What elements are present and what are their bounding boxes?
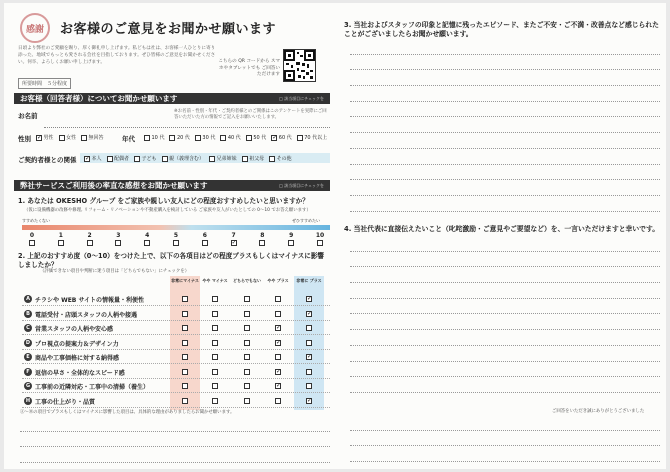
rating-row bbox=[22, 366, 330, 379]
rating-checkbox[interactable] bbox=[212, 398, 218, 404]
row-label: 電話受付・店頭スタッフの人柄や接遇 bbox=[35, 311, 138, 319]
scale-number: 8 bbox=[260, 232, 265, 239]
rating-checkbox[interactable] bbox=[275, 296, 281, 302]
row-letter-badge: H bbox=[25, 397, 31, 404]
rating-checkbox[interactable] bbox=[275, 398, 281, 404]
age-checkbox[interactable] bbox=[195, 135, 201, 141]
scale-left-label: すすめたくない bbox=[22, 218, 51, 223]
rating-checkbox[interactable] bbox=[306, 311, 312, 317]
rating-column-header: どちらでもない bbox=[233, 278, 261, 283]
age-option[interactable] bbox=[195, 134, 215, 141]
rating-row bbox=[22, 395, 330, 408]
rating-checkbox[interactable] bbox=[275, 354, 281, 360]
section1-title: お客様（回答者様）についてお聞かせ願います bbox=[20, 94, 178, 103]
relation-checkbox[interactable] bbox=[269, 156, 275, 162]
row-letter-badge: A bbox=[24, 295, 32, 303]
rating-row bbox=[22, 322, 330, 335]
rating-checkbox[interactable] bbox=[212, 383, 218, 389]
relation-option[interactable] bbox=[162, 155, 205, 162]
row-label: 工事前の近隣対応・工事中の清掃（養生） bbox=[35, 384, 150, 391]
time-badge: 所要時間 ５分程度 bbox=[18, 78, 71, 89]
rating-checkbox[interactable] bbox=[212, 296, 218, 302]
age-option-label: 60 代 bbox=[278, 135, 292, 141]
section2-bar-note: □ 該当項目にチェックを bbox=[279, 183, 324, 188]
rating-checkbox[interactable] bbox=[306, 398, 312, 404]
q4-answer-lines[interactable] bbox=[350, 236, 660, 393]
scale-checkbox[interactable] bbox=[231, 240, 237, 246]
rating-checkbox[interactable] bbox=[275, 369, 281, 375]
scale-checkbox[interactable] bbox=[317, 240, 323, 246]
age-option-label: 20 代 bbox=[176, 135, 190, 141]
row-label: プロ視点の提案力＆デザイン力 bbox=[35, 340, 119, 348]
section2-bar bbox=[14, 180, 330, 191]
rating-column-header: 非常にマイナス bbox=[171, 278, 199, 283]
age-checkbox[interactable] bbox=[271, 135, 277, 141]
gender-option-label: 無回答 bbox=[88, 135, 104, 141]
rating-checkbox[interactable] bbox=[212, 340, 218, 346]
gender-options bbox=[36, 134, 109, 143]
name-label: お名前 bbox=[18, 112, 38, 120]
recommend-scale bbox=[22, 225, 330, 247]
age-option[interactable] bbox=[220, 134, 240, 141]
q4-title: 4. 当社代表に直接伝えたいこと（叱咤激励・ご意見やご要望など）を、一言いただけますと幸いです。 bbox=[344, 225, 659, 233]
q2-subtext: （評価できない項目や判断に迷う項目は「どちらでもない」にチェックを） bbox=[40, 269, 190, 274]
rating-checkbox[interactable] bbox=[306, 325, 312, 331]
row-letter-badge: F bbox=[24, 368, 32, 376]
qr-caption: こちらの QR コードから スマホやタブレットでも ご回答いただけます bbox=[218, 59, 280, 77]
rating-checkbox[interactable] bbox=[182, 354, 188, 360]
rating-checkbox[interactable] bbox=[212, 369, 218, 375]
rating-checkbox[interactable] bbox=[212, 311, 218, 317]
age-option-label: 30 代 bbox=[202, 135, 216, 141]
age-option-label: 50 代 bbox=[253, 135, 267, 141]
q2-title: 2. 上記のおすすめ度（0〜10）をつけた上で、以下の各項目はどの程度プラスもしくはマイナスに影響しましたか？ bbox=[18, 252, 325, 269]
rating-checkbox[interactable] bbox=[182, 311, 188, 317]
row-letter-badge: G bbox=[25, 383, 31, 389]
rating-checkbox[interactable] bbox=[182, 296, 188, 302]
age-option[interactable] bbox=[169, 134, 189, 141]
q3-answer-lines[interactable] bbox=[350, 39, 660, 212]
scale-number: 0 bbox=[29, 232, 35, 239]
age-option-label: 10 代 bbox=[151, 135, 165, 141]
rating-row bbox=[22, 351, 330, 364]
q3-title: 3. 当社およびスタッフの印象と記憶に残ったエピソード、またご不安・ご不満・改善点など感じられたことがございましたらお聞かせ願います。 bbox=[344, 21, 659, 38]
rating-checkbox[interactable] bbox=[182, 369, 188, 375]
rating-checkbox[interactable] bbox=[182, 340, 188, 346]
scale-checkbox[interactable] bbox=[87, 240, 93, 246]
relation-option-label: 親（義理含む） bbox=[169, 156, 205, 162]
age-checkbox[interactable] bbox=[220, 135, 226, 141]
rating-checkbox[interactable] bbox=[212, 354, 218, 360]
relation-checkbox[interactable] bbox=[162, 156, 168, 162]
rating-checkbox[interactable] bbox=[244, 325, 250, 331]
gender-checkbox[interactable] bbox=[59, 135, 65, 141]
rating-checkbox[interactable] bbox=[244, 311, 250, 317]
rating-row bbox=[22, 337, 330, 350]
rating-checkbox[interactable] bbox=[306, 340, 312, 346]
relation-option[interactable] bbox=[242, 155, 265, 162]
rating-row bbox=[22, 293, 330, 306]
rating-checkbox[interactable] bbox=[275, 340, 281, 346]
gender-option[interactable] bbox=[59, 134, 77, 141]
age-checkbox[interactable] bbox=[169, 135, 175, 141]
relation-checkbox[interactable] bbox=[84, 156, 90, 162]
relation-option[interactable] bbox=[134, 155, 157, 162]
scale-number: 1 bbox=[58, 232, 63, 239]
gender-option[interactable] bbox=[81, 134, 104, 141]
relation-checkbox[interactable] bbox=[242, 156, 248, 162]
relation-checkbox[interactable] bbox=[134, 156, 140, 162]
rating-checkbox[interactable] bbox=[306, 354, 312, 360]
relation-option[interactable] bbox=[107, 155, 130, 162]
rating-checkbox[interactable] bbox=[306, 296, 312, 302]
rating-checkbox[interactable] bbox=[244, 383, 250, 389]
age-checkbox[interactable] bbox=[144, 135, 150, 141]
rating-column-header: 非常に プラス bbox=[296, 278, 322, 283]
relation-options bbox=[84, 155, 297, 164]
scale-checkbox[interactable] bbox=[29, 240, 35, 246]
closing-message: ご回答をいただき誠にありがとうございました bbox=[552, 409, 645, 414]
rating-checkbox[interactable] bbox=[275, 383, 281, 389]
rating-checkbox[interactable] bbox=[182, 383, 188, 389]
age-option-label: 40 代 bbox=[227, 135, 241, 141]
relation-option-label: 子ども bbox=[141, 156, 157, 162]
rating-checkbox[interactable] bbox=[275, 311, 281, 317]
age-options bbox=[144, 134, 332, 143]
rating-checkbox[interactable] bbox=[306, 369, 312, 375]
relation-option-label: 祖父母 bbox=[249, 156, 265, 162]
intro-text: 日頃より弊社のご愛顧を賜り、厚く御礼申し上げます。私どもは社は、お客様一人ひとりに寄り添った、地域でもっとも愛される会社を目指しております。ぜひ皆様のご意見をお聞かせください。何卒、よろしくお願い申し上げます。 bbox=[18, 46, 216, 65]
age-checkbox[interactable] bbox=[246, 135, 252, 141]
gender-option-label: 女性 bbox=[66, 135, 77, 141]
seal-icon: 感謝 bbox=[20, 13, 50, 43]
row-label: 返信の早さ・全体的なスピード感 bbox=[35, 369, 125, 377]
scale-number: 9 bbox=[289, 232, 294, 239]
gender-checkbox[interactable] bbox=[36, 135, 42, 141]
row-letter-badge: D bbox=[25, 339, 31, 346]
row-letter-badge: B bbox=[24, 310, 32, 318]
rating-column-header: やや マイナス bbox=[202, 278, 228, 283]
rating-checkbox[interactable] bbox=[182, 398, 188, 404]
rating-row bbox=[22, 380, 330, 393]
rating-checkbox[interactable] bbox=[244, 296, 250, 302]
scale-checkbox[interactable] bbox=[173, 240, 179, 246]
relation-option-label: その他 bbox=[276, 156, 292, 162]
age-option[interactable] bbox=[271, 134, 291, 141]
gender-option-label: 男性 bbox=[43, 135, 54, 141]
survey-sheet bbox=[4, 3, 666, 469]
age-option[interactable] bbox=[144, 134, 164, 141]
relation-option-label: 本人 bbox=[91, 156, 102, 162]
name-field[interactable] bbox=[44, 127, 330, 128]
rating-checkbox[interactable] bbox=[244, 354, 250, 360]
relation-option[interactable] bbox=[269, 155, 292, 162]
scale-number: 5 bbox=[173, 232, 179, 239]
scale-number: 4 bbox=[145, 232, 150, 239]
scale-number: 7 bbox=[231, 232, 236, 239]
scale-checkbox[interactable] bbox=[58, 240, 64, 246]
scale-number: 10 bbox=[315, 232, 325, 239]
q1-title: 1. あなたは OKESHO グループ をご家族や親しい友人にどの程度おすすめしたいと思いますか？ bbox=[18, 197, 309, 205]
scale-checkbox[interactable] bbox=[259, 240, 265, 246]
gender-option[interactable] bbox=[36, 134, 54, 141]
rating-checkbox[interactable] bbox=[275, 325, 281, 331]
rating-checkbox[interactable] bbox=[182, 325, 188, 331]
row-label: 営業スタッフの人柄や安心感 bbox=[35, 326, 114, 333]
section1-bar-note: □ 該当項目にチェックを bbox=[279, 96, 324, 101]
relation-option[interactable] bbox=[84, 155, 102, 162]
age-option[interactable] bbox=[246, 134, 266, 141]
scale-number: 3 bbox=[116, 232, 121, 239]
rating-checkbox[interactable] bbox=[244, 340, 250, 346]
rating-checkbox[interactable] bbox=[306, 383, 312, 389]
scale-checkbox[interactable] bbox=[202, 240, 208, 246]
age-checkbox[interactable] bbox=[297, 135, 303, 141]
row-label: 商品や工事価格に対する納得感 bbox=[35, 355, 120, 362]
gender-label: 性別 bbox=[18, 135, 31, 143]
row-letter-badge: E bbox=[24, 353, 32, 361]
scale-gradient bbox=[22, 225, 330, 230]
age-label: 年代 bbox=[122, 135, 135, 143]
age-option[interactable] bbox=[297, 134, 327, 141]
closing-lines[interactable] bbox=[350, 415, 660, 462]
rating-column-header: やや プラス bbox=[267, 278, 289, 283]
rating-row bbox=[22, 308, 330, 321]
scale-checkbox[interactable] bbox=[115, 240, 121, 246]
row-label: チラシや WEB サイトの情報量・利便性 bbox=[35, 297, 145, 304]
gender-checkbox[interactable] bbox=[81, 135, 87, 141]
page-title: お客様のご意見をお聞かせ願います bbox=[60, 22, 277, 37]
relation-checkbox[interactable] bbox=[209, 156, 215, 162]
q1-subtext: （仮に设備機器の改修や修理, リフォーム・リノベーションや不動産購入を検討している ご家族や友人がいたとしての 0〜10 でお答え願います） bbox=[24, 208, 311, 213]
q2-reason-lines[interactable] bbox=[20, 416, 330, 463]
q2-footnote: Ⓐ〜Ⓗの項目でプラスもしくはマイナスに影響した項目は、具体的な理由がありましたらお聞かせ願います。 bbox=[20, 410, 235, 415]
row-letter-badge: C bbox=[24, 324, 32, 332]
scale-number: 2 bbox=[87, 232, 92, 239]
rating-checkbox[interactable] bbox=[212, 325, 218, 331]
rating-checkbox[interactable] bbox=[244, 369, 250, 375]
relation-checkbox[interactable] bbox=[107, 156, 113, 162]
scale-checkbox[interactable] bbox=[288, 240, 294, 246]
rating-checkbox[interactable] bbox=[244, 398, 250, 404]
relation-option-label: 兄弟姉妹 bbox=[216, 156, 237, 162]
qr-code-icon[interactable] bbox=[283, 49, 316, 82]
relation-option-label: 配偶者 bbox=[114, 156, 130, 162]
section2-title: 弊社サービスご利用後の率直な感想をお聞かせ願います bbox=[20, 181, 208, 190]
scale-right-label: ぜひすすめたい bbox=[292, 218, 321, 223]
relation-option[interactable] bbox=[209, 155, 237, 162]
section1-bar bbox=[14, 93, 330, 104]
row-label: 工事の仕上がり・品質 bbox=[35, 398, 96, 406]
relation-label: ご契約者様との関係 bbox=[18, 156, 77, 164]
age-option-label: 70 代以上 bbox=[304, 135, 328, 141]
scale-number: 6 bbox=[202, 232, 207, 239]
scale-checkbox[interactable] bbox=[144, 240, 150, 246]
name-note: ※お名前・性別・年代・ご契約者様とのご関係はこのアンケートを実際にご回答いただいた方の情報でご記入をお願いいたします。 bbox=[174, 109, 327, 120]
